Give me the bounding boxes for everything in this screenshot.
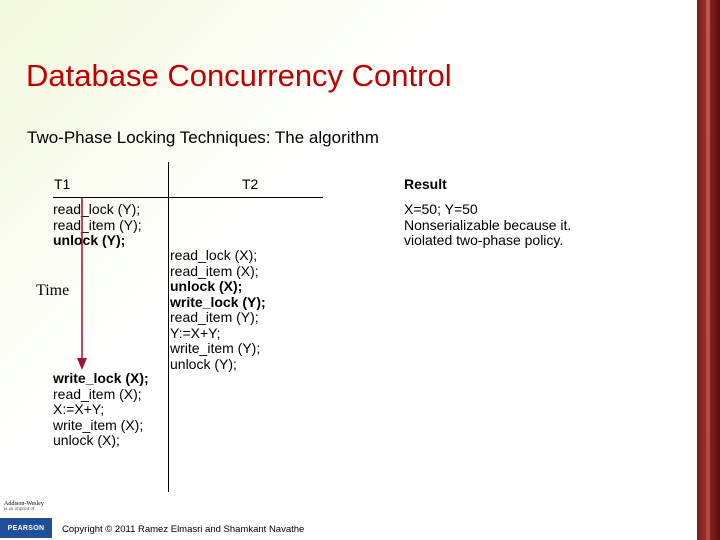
operation-line: write_item (X); bbox=[53, 416, 144, 433]
pearson-logo: PEARSON bbox=[0, 518, 52, 538]
slide-title: Database Concurrency Control bbox=[26, 58, 452, 93]
operation-line: write_lock (Y); bbox=[170, 293, 266, 310]
slide-subtitle: Two-Phase Locking Techniques: The algorithm bbox=[27, 128, 379, 147]
operation-line: read_item (X); bbox=[53, 385, 142, 402]
time-label: Time bbox=[36, 282, 70, 299]
header-t2: T2 bbox=[242, 176, 259, 192]
t2-operations bbox=[170, 248, 266, 372]
operation-line: read_lock (Y); bbox=[53, 201, 141, 217]
operation-line: read_lock (X); bbox=[170, 247, 258, 263]
operation-line: unlock (Y); bbox=[170, 355, 237, 372]
result-line: X=50; Y=50 bbox=[404, 201, 478, 217]
side-bar-highlight bbox=[706, 0, 710, 540]
time-arrow-icon bbox=[74, 196, 90, 372]
header-t1: T1 bbox=[54, 176, 71, 192]
result-text bbox=[404, 202, 571, 249]
operation-line: unlock (X); bbox=[53, 432, 120, 448]
operation-line: write_item (Y); bbox=[170, 340, 261, 356]
publisher-name: Addison-Wesley bbox=[4, 501, 44, 507]
publisher-logo bbox=[4, 501, 44, 513]
operation-line: Y:=X+Y; bbox=[170, 324, 221, 341]
result-line: Nonserializable because it. bbox=[404, 216, 572, 233]
operation-line: write_lock (X); bbox=[53, 370, 149, 386]
publisher-imprint: is an imprint of bbox=[4, 507, 35, 512]
t1-operations-first bbox=[53, 202, 142, 249]
t1-operations-second bbox=[53, 371, 149, 449]
header-result: Result bbox=[404, 176, 447, 192]
copyright-text: Copyright © 2011 Ramez Elmasri and Shamkant Navathe bbox=[62, 524, 305, 535]
operation-line: read_item (X); bbox=[170, 262, 259, 279]
operation-line: read_item (Y); bbox=[170, 309, 259, 325]
result-line: violated two-phase policy. bbox=[404, 232, 564, 248]
header-divider-line bbox=[53, 197, 323, 198]
operation-line: unlock (X); bbox=[170, 278, 243, 294]
operation-line: unlock (Y); bbox=[53, 232, 126, 248]
operation-line: read_item (Y); bbox=[53, 216, 142, 233]
operation-line: X:=X+Y; bbox=[53, 401, 105, 417]
column-divider-line bbox=[168, 162, 169, 492]
